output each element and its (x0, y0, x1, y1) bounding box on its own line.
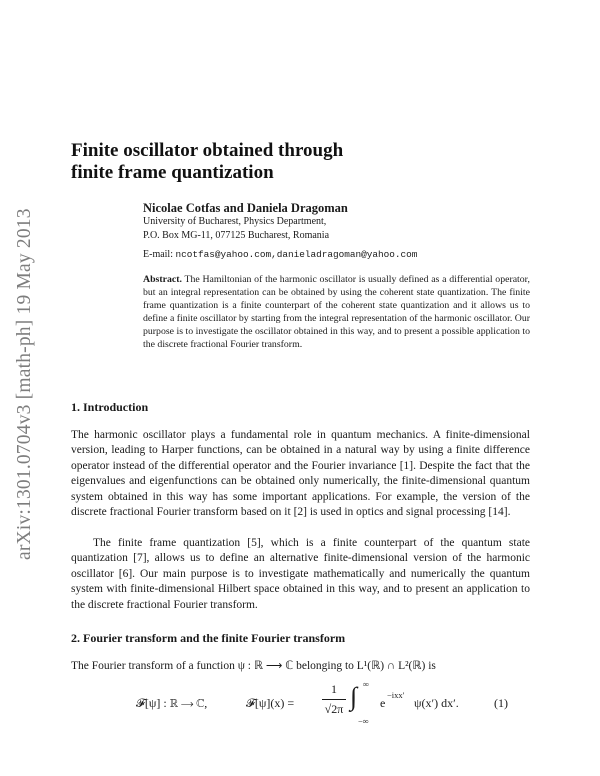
paper-title (71, 140, 431, 184)
eq-rest: ψ(x′) dx′. (414, 696, 459, 710)
eq-exponential: e (380, 696, 386, 710)
affiliation (143, 215, 329, 242)
email-line (143, 249, 417, 260)
title-line-1: Finite oscillator obtained through (71, 140, 344, 161)
eq-lhs: 𝓕[ψ](x) = (246, 696, 295, 710)
eq-upper-limit: ∞ (363, 679, 370, 689)
intro-paragraph-1: The harmonic oscillator plays a fundamental role in quantum mechanics. A finite-dimensional version, leading to Harper functions, can be obtained in a natural way by using a finite difference operator instead of the differential operator and the Fourier invariance [1]. Despite the fact that the eigenvalues and eigenfunctions can be obtained only numerically, the finite-dimensional quantum system obtained in this way has some important applications. For example, the version of the discrete fractional Fourier transform based on it [2] is used in optics and signal processing [14]. (71, 429, 530, 519)
eq-domain-map: 𝓕[ψ] : ℝ ⟶ ℂ, (136, 696, 208, 710)
eq-frac-bar (322, 699, 346, 700)
fourier-intro-sentence: The Fourier transform of a function ψ : ℝ ⟶ ℂ belonging to L¹(ℝ) ∩ L²(ℝ) is (71, 660, 436, 672)
intro-paragraph-2-text: The finite frame quantization [5], which is a finite counterpart of the quantum state quantization [7], allows us to define an alternative finite-dimensional version of the harmonic oscillator [6]. Our main purpose is to investigate mathematically and numerically the quantum system with finite-dimensional Hilbert space obtained in this way, and to present an application to the discrete fractional Fourier transform. (71, 537, 530, 611)
abstract-label: Abstract. (143, 274, 182, 285)
title-line-2: finite frame quantization (71, 162, 274, 183)
intro-paragraph-2 (71, 536, 530, 613)
section-heading-fourier: 2. Fourier transform and the finite Fourier transform (71, 631, 346, 645)
affiliation-line-2: P.O. Box MG-11, 077125 Bucharest, Romania (143, 229, 330, 241)
eq-exponent: −ixx′ (387, 690, 405, 700)
abstract (143, 274, 530, 351)
eq-label: (1) (494, 696, 508, 710)
eq-integral-sign: ∫ (350, 682, 358, 711)
email-label: E-mail: (143, 249, 173, 260)
authors: Nicolae Cotfas and Daniela Dragoman (143, 201, 348, 215)
section-heading-introduction: 1. Introduction (71, 400, 149, 414)
equation-1 (136, 678, 530, 734)
email-addresses: ncotfas@yahoo.com,danieladragoman@yahoo.com (175, 249, 418, 260)
eq-frac-denominator: √2π (324, 702, 344, 716)
affiliation-line-1: University of Bucharest, Physics Department, (143, 216, 327, 227)
abstract-text: The Hamiltonian of the harmonic oscillator is usually defined as a differential operator, but an integral representation can be obtained by using the coherent state quantization. The finite frame quantization is a finite counterpart of the coherent state quantization and it allows us to define a finite oscillator by starting from the integral representation of the harmonic oscillator. Our purpose is to investigate the oscillator obtained in this way, and to present a possible application to the discrete fractional Fourier transform. (143, 274, 530, 350)
arxiv-sidebar-stamp: arXiv:1301.0704v3 [math-ph] 19 May 2013 (14, 208, 35, 560)
eq-lower-limit: −∞ (358, 716, 369, 726)
eq-frac-numerator: 1 (331, 682, 337, 696)
